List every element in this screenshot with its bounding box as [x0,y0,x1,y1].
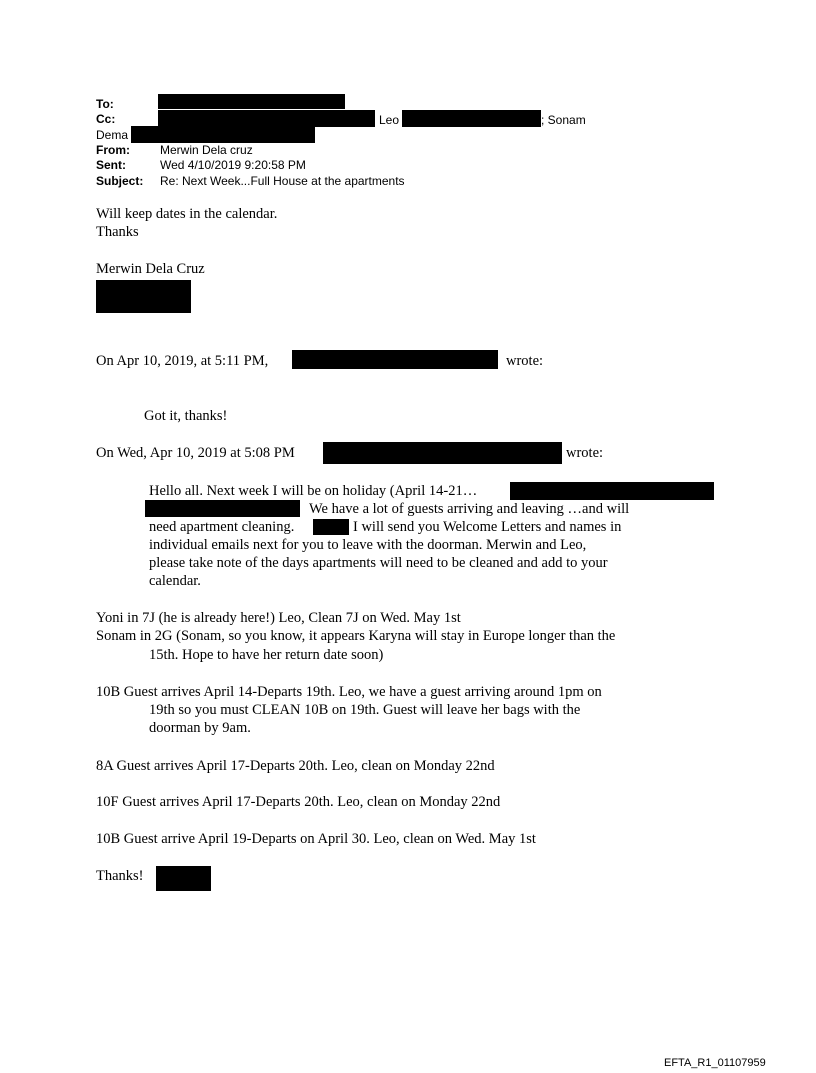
schedule-10b-1: 10B Guest arrives April 14-Departs 19th. Leo, we have a guest arriving around 1pm on [96,684,602,700]
document-id: EFTA_R1_01107959 [664,1057,766,1069]
schedule-8a: 8A Guest arrives April 17-Departs 20th. Leo, clean on Monday 22nd [96,758,495,774]
cc-label: Cc: [96,112,116,126]
schedule-10b-2: 19th so you must CLEAN 10B on 19th. Guest will leave her bags with the [149,702,581,718]
schedule-thanks: Thanks! [96,868,144,884]
quote1-attribution-prefix: On Apr 10, 2019, at 5:11 PM, [96,353,269,369]
quote2-line-3a: need apartment cleaning. [149,519,295,535]
from-label: From: [96,143,130,157]
redaction-to [158,94,345,109]
cc-visible-dema: Dema [96,128,129,142]
quote2-line-4: individual emails next for you to leave with the doorman. Merwin and Leo, [149,537,587,553]
quote2-line-6: calendar. [149,573,201,589]
quote2-attribution-suffix: wrote: [566,445,604,461]
quote1-body: Got it, thanks! [144,408,228,424]
redaction-quote1-sender [292,350,498,369]
subject-label: Subject: [96,174,144,188]
schedule-sonam-2: 15th. Hope to have her return date soon) [149,647,384,663]
redaction-quote2-sender [323,442,562,464]
redaction-signature [96,280,191,313]
signature-name: Merwin Dela Cruz [96,261,205,277]
from-value: Merwin Dela cruz [160,143,253,157]
schedule-10b-3: doorman by 9am. [149,720,251,736]
redaction-cc-2 [402,110,541,127]
quote2-attribution-prefix: On Wed, Apr 10, 2019 at 5:08 PM [96,445,295,461]
schedule-sonam-1: Sonam in 2G (Sonam, so you know, it appears Karyna will stay in Europe longer than the [96,628,616,644]
redaction-quote2-3 [313,519,349,535]
redaction-cc-3 [131,126,315,143]
quote2-line-1: Hello all. Next week I will be on holiday (April 14-21… [149,483,478,499]
subject-value: Re: Next Week...Full House at the apartments [160,174,405,188]
schedule-10b-second: 10B Guest arrive April 19-Departs on April 30. Leo, clean on Wed. May 1st [96,831,536,847]
reply-line-2: Thanks [96,224,139,240]
to-label: To: [96,97,114,111]
quote2-line-3b: I will send you Welcome Letters and names in [353,519,622,535]
redaction-thanks-signature [156,866,211,891]
quote2-line-2: We have a lot of guests arriving and leaving …and will [309,501,630,517]
schedule-10f: 10F Guest arrives April 17-Departs 20th. Leo, clean on Monday 22nd [96,794,501,810]
schedule-yoni: Yoni in 7J (he is already here!) Leo, Clean 7J on Wed. May 1st [96,610,461,626]
sent-label: Sent: [96,158,126,172]
quote1-attribution-suffix: wrote: [506,353,544,369]
cc-visible-sonam: ; Sonam [541,113,586,127]
quote2-line-5: please take note of the days apartments will need to be cleaned and add to your [149,555,608,571]
reply-line-1: Will keep dates in the calendar. [96,206,278,222]
cc-visible-leo: Leo [379,113,400,127]
redaction-quote2-2 [145,500,300,517]
sent-value: Wed 4/10/2019 9:20:58 PM [160,158,306,172]
redaction-cc-1 [158,110,375,127]
redaction-quote2-1 [510,482,714,500]
